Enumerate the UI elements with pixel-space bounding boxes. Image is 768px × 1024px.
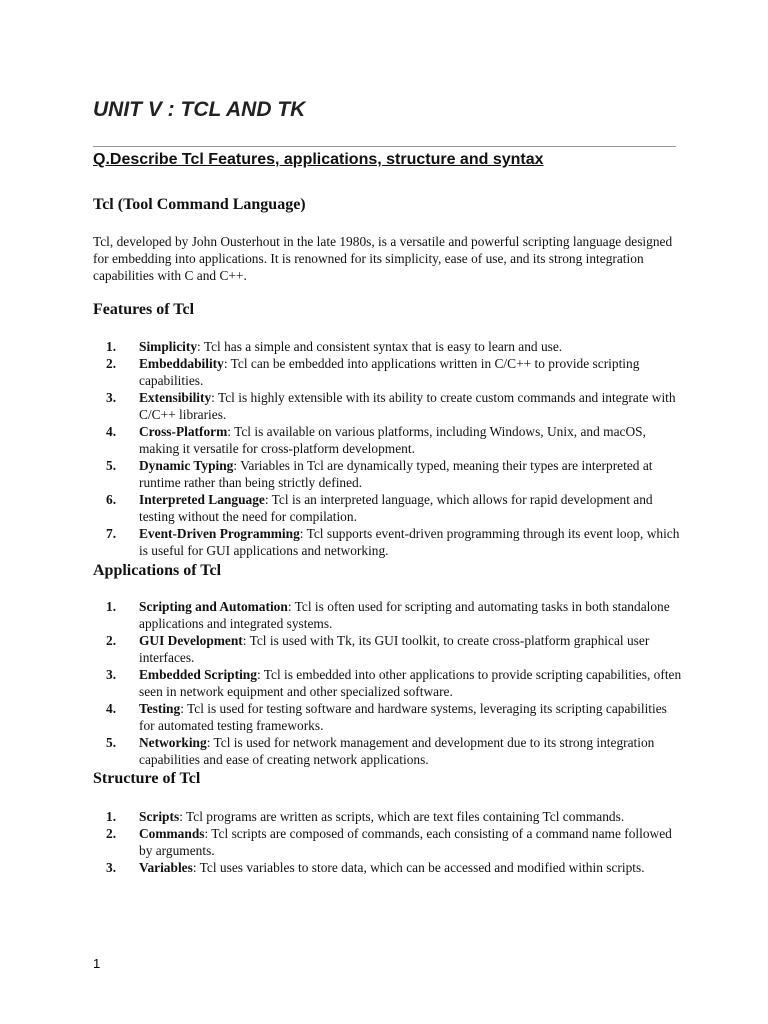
title-divider: [93, 146, 676, 147]
list-item-description: : Tcl can be embedded into applications written in C/C++ to provide scripting capabilities.: [139, 356, 640, 388]
list-item-number: 2.: [106, 826, 117, 841]
unit-title: UNIT V : TCL AND TK: [93, 98, 306, 121]
list-item-description: : Tcl has a simple and consistent syntax that is easy to learn and use.: [197, 339, 563, 354]
list-item-description: : Tcl supports event-driven programming through its event loop, which is useful for GUI applications and networking.: [139, 526, 680, 558]
list-item-description: : Tcl is used for network management and development due to its strong integration capabilities and ease of creating network applications.: [139, 735, 655, 767]
list-item-description: : Tcl is an interpreted language, which allows for rapid development and testing without the need for compilation.: [139, 492, 653, 524]
list-item: [93, 700, 683, 734]
list-item-term: Scripts: [139, 809, 180, 824]
list-item-description: : Tcl scripts are composed of commands, each consisting of a command name followed by arguments.: [139, 826, 672, 858]
list-item-number: 3.: [106, 390, 117, 405]
list-item-description: : Tcl is available on various platforms, including Windows, Unix, and macOS, making it versatile for cross-platform development.: [139, 424, 646, 456]
list-item: [93, 632, 683, 666]
list-item: [93, 808, 683, 825]
applications-heading: Applications of Tcl: [93, 562, 222, 579]
list-item-term: Testing: [139, 701, 181, 716]
structure-heading: Structure of Tcl: [93, 770, 201, 787]
list-item: [93, 598, 683, 632]
features-list: [93, 338, 683, 559]
list-item-term: GUI Development: [139, 633, 243, 648]
list-item: [93, 666, 683, 700]
list-item-number: 1.: [106, 339, 117, 354]
list-item-number: 3.: [106, 860, 117, 875]
list-item-description: : Tcl uses variables to store data, which can be accessed and modified within scripts.: [192, 860, 645, 875]
list-item-term: Commands: [139, 826, 205, 841]
list-item-term: Dynamic Typing: [139, 458, 234, 473]
list-item-number: 2.: [106, 356, 117, 371]
intro-heading: Tcl (Tool Command Language): [93, 196, 306, 213]
intro-paragraph: Tcl, developed by John Ousterhout in the late 1980s, is a versatile and powerful scripting language designed for embedding into applications. It is renowned for its simplicity, ease of use, and its strong integration capabilities with C and C++.: [93, 234, 673, 283]
list-item-description: : Tcl is used for testing software and hardware systems, leveraging its scripting capabilities for automated testing frameworks.: [139, 701, 667, 733]
list-item-number: 7.: [106, 526, 117, 541]
structure-list: [93, 808, 683, 876]
features-heading: Features of Tcl: [93, 301, 195, 318]
list-item-term: Embedded Scripting: [139, 667, 257, 682]
list-item-description: : Tcl programs are written as scripts, which are text files containing Tcl commands.: [179, 809, 625, 824]
list-item-term: Networking: [139, 735, 207, 750]
list-item: [93, 389, 683, 423]
list-item-description: : Tcl is often used for scripting and automating tasks in both standalone applications and integrated systems.: [139, 599, 670, 631]
list-item: [93, 491, 683, 525]
list-item-number: 4.: [106, 424, 117, 439]
list-item-number: 6.: [106, 492, 117, 507]
list-item-term: Scripting and Automation: [139, 599, 288, 614]
list-item-number: 5.: [106, 458, 117, 473]
list-item-term: Simplicity: [139, 339, 198, 354]
list-item-description: : Tcl is used with Tk, its GUI toolkit, to create cross-platform graphical user interfaces.: [139, 633, 650, 665]
list-item-number: 3.: [106, 667, 117, 682]
list-item: [93, 457, 683, 491]
list-item: [93, 734, 683, 768]
list-item-number: 4.: [106, 701, 117, 716]
list-item: [93, 423, 683, 457]
list-item-term: Extensibility: [139, 390, 212, 405]
list-item-term: Embeddability: [139, 356, 224, 371]
list-item: [93, 338, 683, 355]
list-item-number: 1.: [106, 599, 117, 614]
list-item-term: Event-Driven Programming: [139, 526, 300, 541]
list-item-description: : Variables in Tcl are dynamically typed, meaning their types are interpreted at runtime rather than being strictly defined.: [139, 458, 653, 490]
list-item-number: 1.: [106, 809, 117, 824]
question-heading: Q.Describe Tcl Features, applications, structure and syntax: [93, 151, 544, 168]
list-item: [93, 525, 683, 559]
list-item-number: 2.: [106, 633, 117, 648]
list-item: [93, 355, 683, 389]
list-item-number: 5.: [106, 735, 117, 750]
list-item-term: Variables: [139, 860, 193, 875]
list-item-description: : Tcl is highly extensible with its ability to create custom commands and integrate with C/C++ libraries.: [139, 390, 676, 422]
page-number: 1: [93, 956, 101, 971]
list-item-term: Cross-Platform: [139, 424, 228, 439]
list-item-description: : Tcl is embedded into other applications to provide scripting capabilities, often seen in network equipment and other specialized software.: [139, 667, 682, 699]
applications-list: [93, 598, 683, 768]
list-item: [93, 859, 683, 876]
list-item: [93, 825, 683, 859]
list-item-term: Interpreted Language: [139, 492, 265, 507]
